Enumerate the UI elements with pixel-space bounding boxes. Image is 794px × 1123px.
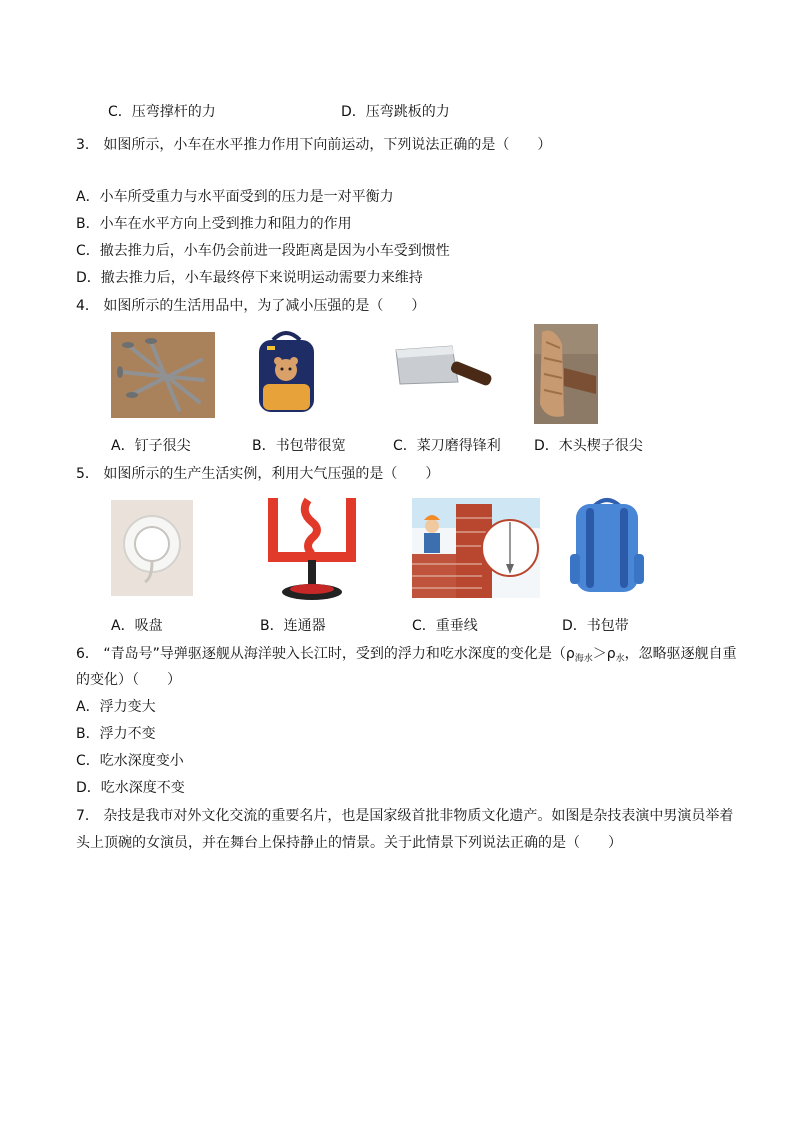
q6-option-b: B．浮力不变 xyxy=(76,726,156,742)
cleaver-photo xyxy=(392,342,498,404)
backpack-photo xyxy=(253,326,320,420)
nails-photo xyxy=(111,332,215,418)
q7-line1: 7． 杂技是我市对外文化交流的重要名片，也是国家级首批非物质文化遗产。如图是杂技表演中男演员举着 xyxy=(76,808,734,824)
q6-stem-line2: 的变化）（ ） xyxy=(76,672,181,688)
q5-caption-d: D．书包带 xyxy=(562,618,629,634)
q6-stem-part1: 6． “青岛号”导弹驱逐舰从海洋驶入长江时，受到的浮力和吃水深度的变化是（ρ xyxy=(76,646,575,662)
plumb-line-photo xyxy=(412,498,540,598)
q6-stem-part2: ，忽略驱逐舰自重 xyxy=(624,646,737,662)
connected-vessel-photo xyxy=(264,496,360,606)
q6-stem xyxy=(76,644,737,669)
q4-stem: 4． 如图所示的生活用品中，为了减小压强的是（ ） xyxy=(76,298,426,314)
q6-option-c: C．吃水深度变小 xyxy=(76,753,184,769)
q4-caption-b: B．书包带很宽 xyxy=(252,438,346,454)
rho-water-subscript: 水 xyxy=(615,654,625,664)
q5-stem: 5． 如图所示的生产生活实例，利用大气压强的是（ ） xyxy=(76,466,440,482)
q5-caption-b: B．连通器 xyxy=(260,618,326,634)
q5-caption-a: A．吸盘 xyxy=(111,618,163,634)
q6-gt: ＞ρ xyxy=(592,646,616,662)
q3-option-a: A．小车所受重力与水平面受到的压力是一对平衡力 xyxy=(76,189,394,205)
q2-option-c: C．压弯撑杆的力 xyxy=(108,104,216,120)
q3-option-c: C．撤去推力后，小车仍会前进一段距离是因为小车受到惯性 xyxy=(76,243,450,259)
blue-backpack-photo xyxy=(562,494,652,600)
rho-sea-subscript: 海水 xyxy=(574,654,593,664)
suction-cup-photo xyxy=(111,500,193,596)
q6-option-a: A．浮力变大 xyxy=(76,699,156,715)
q7-line2: 头上顶碗的女演员，并在舞台上保持静止的情景。关于此情景下列说法正确的是（ ） xyxy=(76,835,622,851)
q2-option-d: D．压弯跳板的力 xyxy=(341,104,450,120)
q4-caption-d: D．木头楔子很尖 xyxy=(534,438,643,454)
wood-wedge-photo xyxy=(534,324,598,424)
q6-option-d: D．吃水深度不变 xyxy=(76,780,185,796)
q3-option-b: B．小车在水平方向上受到推力和阻力的作用 xyxy=(76,216,352,232)
q3-option-d: D．撤去推力后，小车最终停下来说明运动需要力来维持 xyxy=(76,270,423,286)
q4-caption-a: A．钉子很尖 xyxy=(111,438,191,454)
q3-stem: 3． 如图所示，小车在水平推力作用下向前运动，下列说法正确的是（ ） xyxy=(76,137,552,153)
q5-caption-c: C．重垂线 xyxy=(412,618,478,634)
q4-caption-c: C．菜刀磨得锋利 xyxy=(393,438,501,454)
